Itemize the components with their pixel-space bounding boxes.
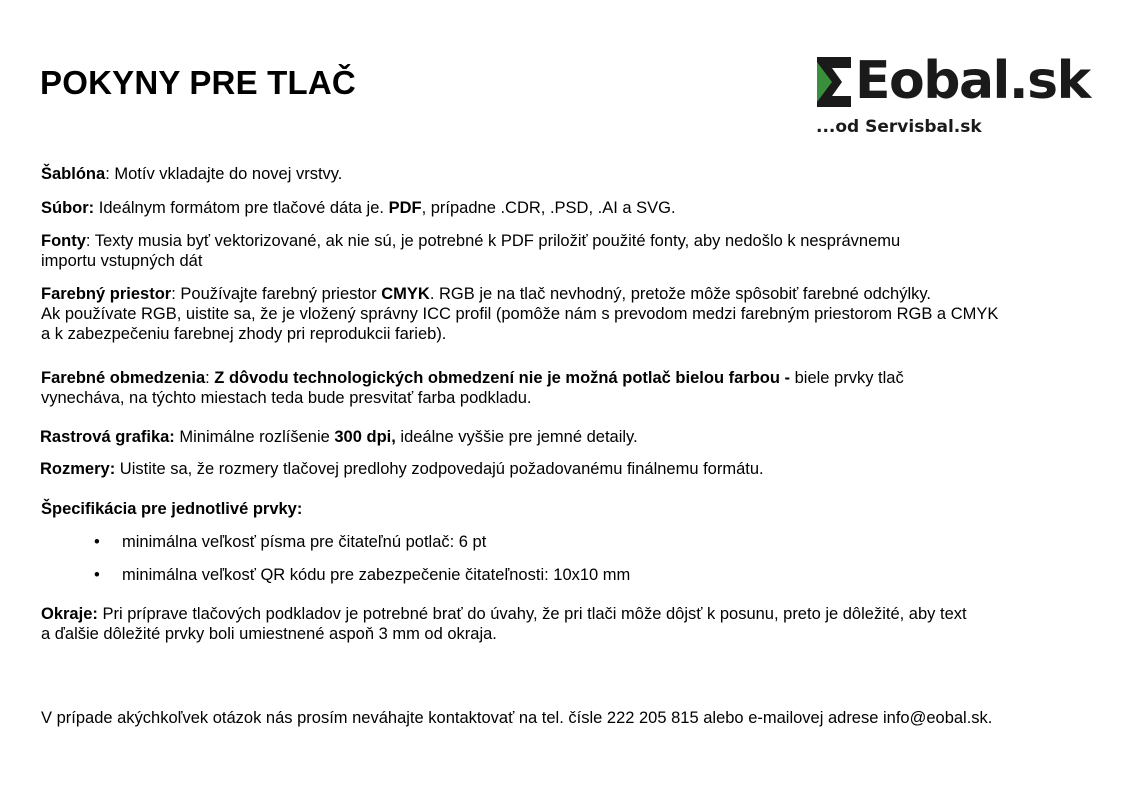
subor-text-1: Ideálnym formátom pre tlačové dáta je. [94, 199, 389, 217]
subor-paragraph [41, 198, 1106, 218]
sablona-label: Šablóna [41, 165, 106, 183]
contact-info: V prípade akýchkoľvek otázok nás prosím neváhajte kontaktovať na tel. čísle 222 205 815 alebo e-mailovej adrese info@eobal.sk. [41, 709, 993, 727]
farebne-obmedzenia-label: Farebné obmedzenia [41, 369, 206, 387]
farebny-priestor-label: Farebný priestor [41, 285, 172, 303]
rastrova-text-2: ideálne vyššie pre jemné detaily. [395, 428, 638, 446]
fonty-label: Fonty [41, 232, 86, 250]
subor-label: Súbor: [41, 199, 95, 217]
farebny-priestor-paragraph [41, 284, 1106, 344]
farebny-priestor-text-1: : Používajte farebný priestor [171, 285, 382, 303]
bullet-marker: • [94, 533, 100, 551]
farebny-priestor-bold: CMYK [381, 285, 430, 303]
farebne-obmedzenia-colon: : [205, 369, 215, 387]
subor-text-2: , prípadne .CDR, .PSD, .AI a SVG. [421, 199, 676, 217]
specifikacia-label: Špecifikácia pre jednotlivé prvky: [41, 500, 303, 518]
list-item: minimálna veľkosť písma pre čitateľnú potlač: 6 pt [122, 533, 487, 551]
eobal-logo [815, 51, 1090, 145]
page-title: POKYNY PRE TLAČ [40, 64, 356, 101]
farebny-priestor-text-2: . RGB je na tlač nevhodný, pretože môže spôsobiť farebné odchýlky. [429, 285, 931, 303]
eobal-logo-wordmark: Eobal.sk [855, 51, 1090, 111]
fonty-line-2: importu vstupných dát [41, 252, 203, 270]
farebne-obmedzenia-line-2: vynecháva, na týchto miestach teda bude presvitať farba podkladu. [41, 389, 532, 407]
sablona-text: : Motív vkladajte do novej vrstvy. [105, 165, 343, 183]
rozmery-label: Rozmery: [40, 460, 116, 478]
okraje-paragraph [41, 604, 1106, 644]
fonty-paragraph [41, 231, 1106, 271]
rastrova-paragraph [40, 427, 1105, 447]
specifikacia-heading [41, 499, 1106, 519]
fonty-line-1: : Texty musia byť vektorizované, ak nie sú, je potrebné k PDF priložiť použité fonty, aby nedošlo k nesprávnemu [85, 232, 901, 250]
bullet-marker: • [94, 566, 100, 584]
rozmery-text: Uistite sa, že rozmery tlačovej predlohy zodpovedajú požadovanému finálnemu formátu. [115, 460, 764, 478]
rastrova-label: Rastrová grafika: [40, 428, 175, 446]
eobal-logo-mark-icon [815, 55, 855, 109]
okraje-label: Okraje: [41, 605, 98, 623]
farebne-obmedzenia-paragraph [41, 368, 1106, 408]
sablona-paragraph [41, 164, 1106, 184]
okraje-line-1: Pri príprave tlačových podkladov je potrebné brať do úvahy, že pri tlači môže dôjsť k posunu, preto je dôležité, aby text [97, 605, 967, 623]
okraje-line-2: a ďalšie dôležité prvky boli umiestnené aspoň 3 mm od okraja. [41, 625, 497, 643]
subor-bold: PDF [388, 199, 422, 217]
farebne-obmedzenia-bold: Z dôvodu technologických obmedzení nie je možná potlač bielou farbou - [214, 369, 791, 387]
farebny-priestor-line-3: a k zabezpečeniu farebnej zhody pri reprodukcii farieb). [41, 325, 447, 343]
eobal-logo-tagline: ...od Servisbal.sk [816, 117, 982, 137]
list-item: minimálna veľkosť QR kódu pre zabezpečenie čitateľnosti: 10x10 mm [122, 566, 631, 584]
rastrova-bold: 300 dpi, [334, 428, 396, 446]
farebny-priestor-line-2: Ak používate RGB, uistite sa, že je vložený správny ICC profil (pomôže nám s prevodom medzi farebným priestorom RGB a CMYK [41, 305, 999, 323]
farebne-obmedzenia-text: biele prvky tlač [790, 369, 904, 387]
rastrova-text-1: Minimálne rozlíšenie [174, 428, 335, 446]
rozmery-paragraph [40, 459, 1105, 479]
